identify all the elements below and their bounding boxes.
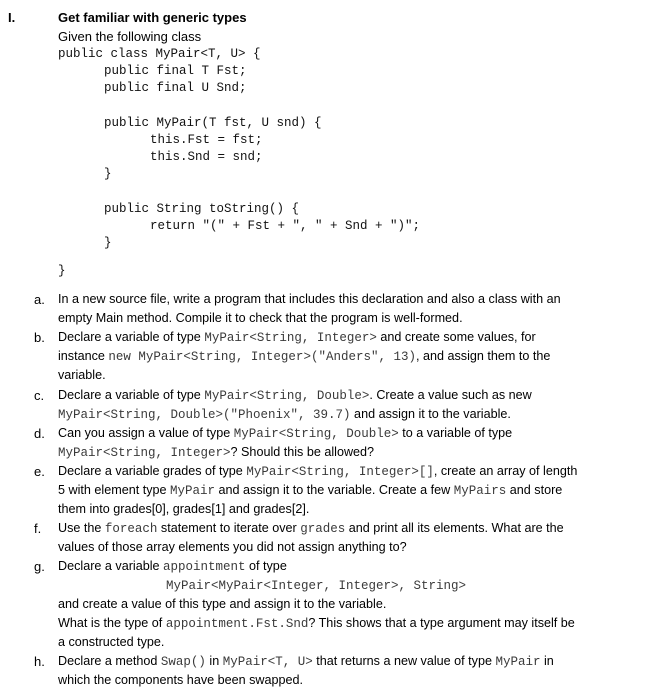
question-text: and create a value of this type and assign it to the variable. xyxy=(58,597,387,611)
inline-code: MyPair xyxy=(495,655,541,669)
question-text: them into grades[0], grades[1] and grades[2]. xyxy=(58,502,310,516)
section-intro: Given the following class xyxy=(58,29,202,44)
code-line: this.Fst = fst; xyxy=(150,133,263,147)
code-line: public class MyPair<T, U> { xyxy=(58,47,261,61)
question-label: c. xyxy=(34,388,45,403)
question-text: Declare a method Swap() in MyPair<T, U> that returns a new value of type MyPair in xyxy=(58,654,554,669)
section-numeral: I. xyxy=(8,10,16,25)
question-label: e. xyxy=(34,464,45,479)
question-label: g. xyxy=(34,559,45,574)
inline-code: MyPair<T, U> xyxy=(222,655,313,669)
inline-code: MyPair<String, Integer> xyxy=(58,446,231,460)
question-text: Can you assign a value of type MyPair<String, Double> to a variable of type xyxy=(58,426,513,441)
inline-code: MyPair<String, Double> xyxy=(204,389,370,403)
question-text: Declare a variable grades of type MyPair<String, Integer>[], create an array of length xyxy=(58,464,578,479)
inline-code: new MyPair<String, Integer>("Anders", 13) xyxy=(108,350,416,364)
question-text xyxy=(166,576,466,596)
question-text: Declare a variable appointment of type xyxy=(58,559,287,574)
code-line: public final U Snd; xyxy=(104,81,247,95)
code-line: this.Snd = snd; xyxy=(150,150,263,164)
question-label: f. xyxy=(34,521,42,536)
question-text: Declare a variable of type MyPair<String, Double>. Create a value such as new xyxy=(58,388,532,403)
inline-code: MyPair<MyPair<Integer, Integer>, String> xyxy=(166,579,467,593)
inline-code: MyPair<String, Double>("Phoenix", 39.7) xyxy=(58,408,351,422)
code-line: return "(" + Fst + ", " + Snd + ")"; xyxy=(150,219,421,233)
question-label: h. xyxy=(34,654,45,669)
code-line: } xyxy=(104,167,112,181)
inline-code: MyPair<String, Integer>[] xyxy=(246,465,434,479)
code-line: public MyPair(T fst, U snd) { xyxy=(104,116,322,130)
question-text: Use the foreach statement to iterate over grades and print all its elements. What are the xyxy=(58,521,564,536)
question-text: values of those array elements you did not assign anything to? xyxy=(58,540,407,554)
question-label: b. xyxy=(34,330,45,345)
inline-code: appointment.Fst.Snd xyxy=(165,617,309,631)
inline-code: MyPairs xyxy=(453,484,507,498)
question-text: MyPair<String, Integer>? Should this be allowed? xyxy=(58,445,375,460)
inline-code: Swap() xyxy=(160,655,206,669)
inline-code: MyPair xyxy=(170,484,216,498)
inline-code: MyPair<String, Double> xyxy=(233,427,399,441)
question-label: a. xyxy=(34,292,45,307)
section-title: Get familiar with generic types xyxy=(58,10,247,25)
code-line: } xyxy=(104,236,112,250)
question-text: variable. xyxy=(58,368,106,382)
code-line: public final T Fst; xyxy=(104,64,247,78)
code-line: public String toString() { xyxy=(104,202,300,216)
question-text: MyPair<String, Double>("Phoenix", 39.7) and assign it to the variable. xyxy=(58,407,511,422)
question-label: d. xyxy=(34,426,45,441)
question-text: a constructed type. xyxy=(58,635,165,649)
question-text: In a new source file, write a program that includes this declaration and also a class with an xyxy=(58,292,561,306)
question-text: What is the type of appointment.Fst.Snd? This shows that a type argument may itself be xyxy=(58,616,575,631)
inline-code: appointment xyxy=(163,560,246,574)
code-line: } xyxy=(58,264,66,278)
inline-code: foreach xyxy=(104,522,158,536)
question-text: which the components have been swapped. xyxy=(58,673,304,687)
question-text: empty Main method. Compile it to check that the program is well-formed. xyxy=(58,311,463,325)
question-text: instance new MyPair<String, Integer>("Anders", 13), and assign them to the xyxy=(58,349,551,364)
question-text: Declare a variable of type MyPair<String, Integer> and create some values, for xyxy=(58,330,536,345)
question-text: 5 with element type MyPair and assign it to the variable. Create a few MyPairs and store xyxy=(58,483,563,498)
inline-code: MyPair<String, Integer> xyxy=(204,331,377,345)
inline-code: grades xyxy=(300,522,346,536)
